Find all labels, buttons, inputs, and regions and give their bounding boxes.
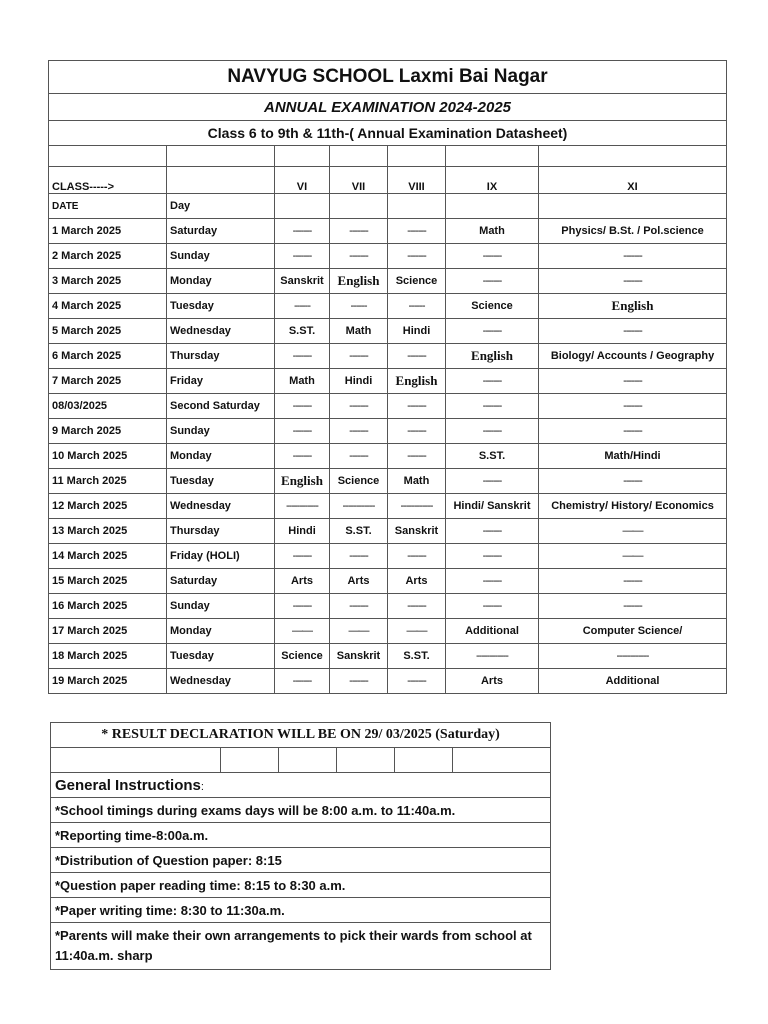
datasheet-subtitle: Class 6 to 9th & 11th-( Annual Examination Datasheet): [49, 121, 727, 146]
date-cell: 16 March 2025: [49, 594, 167, 619]
day-cell: Monday: [167, 269, 275, 294]
subject-ix-cell: ------------: [446, 644, 539, 669]
subject-xi-cell: -------: [539, 319, 727, 344]
instruction-item: *Reporting time-8:00a.m.: [51, 823, 551, 848]
subject-vi-cell: ——: [275, 619, 330, 644]
date-cell: 9 March 2025: [49, 419, 167, 444]
date-cell: 14 March 2025: [49, 544, 167, 569]
subject-xi-cell: ——: [539, 544, 727, 569]
date-cell: 2 March 2025: [49, 244, 167, 269]
subject-viii-cell: -------: [388, 244, 446, 269]
date-cell: 4 March 2025: [49, 294, 167, 319]
subject-viii-cell: -------: [388, 594, 446, 619]
subject-vii-cell: Arts: [330, 569, 388, 594]
subject-vi-cell: S.ST.: [275, 319, 330, 344]
subject-xi-cell: -------: [539, 469, 727, 494]
schedule-row: [49, 619, 727, 644]
date-cell: 6 March 2025: [49, 344, 167, 369]
subject-ix-cell: -------: [446, 544, 539, 569]
schedule-row: [49, 319, 727, 344]
day-cell: Tuesday: [167, 294, 275, 319]
school-name: NAVYUG SCHOOL Laxmi Bai Nagar: [49, 61, 727, 94]
class-header-vi: VI: [275, 167, 330, 194]
subject-vii-cell: -------: [330, 669, 388, 694]
schedule-row: [49, 519, 727, 544]
subject-vii-cell: -------: [330, 244, 388, 269]
date-label: DATE: [49, 194, 167, 219]
subject-ix-cell: -------: [446, 319, 539, 344]
schedule-row: [49, 444, 727, 469]
subject-xi-cell: ——: [539, 519, 727, 544]
subject-xi-cell: -------: [539, 594, 727, 619]
day-cell: Saturday: [167, 219, 275, 244]
subject-ix-cell: -------: [446, 369, 539, 394]
subject-vi-cell: -------: [275, 669, 330, 694]
subject-viii-cell: -------: [388, 544, 446, 569]
subject-xi-cell: -------: [539, 369, 727, 394]
subject-vii-cell: -------: [330, 544, 388, 569]
subject-xi-cell: -------: [539, 269, 727, 294]
subject-ix-cell: Math: [446, 219, 539, 244]
subject-ix-cell: -------: [446, 244, 539, 269]
subject-vii-cell: ------------: [330, 494, 388, 519]
date-cell: 18 March 2025: [49, 644, 167, 669]
date-cell: 08/03/2025: [49, 394, 167, 419]
subject-vi-cell: Sanskrit: [275, 269, 330, 294]
subject-viii-cell: -------: [388, 219, 446, 244]
schedule-row: [49, 394, 727, 419]
subject-viii-cell: Arts: [388, 569, 446, 594]
subject-viii-cell: ------: [388, 294, 446, 319]
subject-viii-cell: Math: [388, 469, 446, 494]
subject-vi-cell: -------: [275, 344, 330, 369]
subject-ix-cell: -------: [446, 519, 539, 544]
result-declaration: * RESULT DECLARATION WILL BE ON 29/ 03/2025 (Saturday): [51, 723, 551, 748]
subject-vi-cell: Math: [275, 369, 330, 394]
subject-vi-cell: Science: [275, 644, 330, 669]
subject-viii-cell: -------: [388, 444, 446, 469]
subject-viii-cell: English: [388, 369, 446, 394]
date-cell: 10 March 2025: [49, 444, 167, 469]
subject-ix-cell: -------: [446, 594, 539, 619]
subject-ix-cell: S.ST.: [446, 444, 539, 469]
day-label: Day: [167, 194, 275, 219]
subject-viii-cell: ——: [388, 619, 446, 644]
schedule-row: [49, 269, 727, 294]
day-cell: Wednesday: [167, 494, 275, 519]
instruction-item: *Paper writing time: 8:30 to 11:30a.m.: [51, 898, 551, 923]
day-cell: Second Saturday: [167, 394, 275, 419]
subject-ix-cell: -------: [446, 569, 539, 594]
subject-viii-cell: S.ST.: [388, 644, 446, 669]
subject-ix-cell: Arts: [446, 669, 539, 694]
subject-vi-cell: English: [275, 469, 330, 494]
subject-xi-cell: Math/Hindi: [539, 444, 727, 469]
subject-vii-cell: -------: [330, 419, 388, 444]
day-cell: Monday: [167, 444, 275, 469]
subject-xi-cell: -------: [539, 244, 727, 269]
date-cell: 5 March 2025: [49, 319, 167, 344]
subject-ix-cell: Additional: [446, 619, 539, 644]
day-cell: Saturday: [167, 569, 275, 594]
schedule-row: [49, 494, 727, 519]
subject-vii-cell: ——: [330, 619, 388, 644]
subject-viii-cell: -------: [388, 394, 446, 419]
subject-vi-cell: ------------: [275, 494, 330, 519]
schedule-row: [49, 669, 727, 694]
subject-xi-cell: -------: [539, 394, 727, 419]
subject-vii-cell: -------: [330, 344, 388, 369]
subject-vii-cell: -------: [330, 394, 388, 419]
subject-ix-cell: -------: [446, 269, 539, 294]
date-cell: 13 March 2025: [49, 519, 167, 544]
subject-vi-cell: -------: [275, 419, 330, 444]
subject-vi-cell: -------: [275, 544, 330, 569]
subject-viii-cell: Hindi: [388, 319, 446, 344]
class-header-xi: XI: [539, 167, 727, 194]
subject-viii-cell: -------: [388, 419, 446, 444]
subject-ix-cell: -------: [446, 469, 539, 494]
subject-ix-cell: English: [446, 344, 539, 369]
day-cell: Tuesday: [167, 644, 275, 669]
exam-title: ANNUAL EXAMINATION 2024-2025: [49, 94, 727, 121]
instruction-item: *Distribution of Question paper: 8:15: [51, 848, 551, 873]
subject-xi-cell: -------: [539, 419, 727, 444]
schedule-row: [49, 544, 727, 569]
day-cell: Thursday: [167, 344, 275, 369]
subject-vi-cell: -------: [275, 219, 330, 244]
subject-vi-cell: -------: [275, 394, 330, 419]
subject-xi-cell: ------------: [539, 644, 727, 669]
date-cell: 15 March 2025: [49, 569, 167, 594]
day-cell: Tuesday: [167, 469, 275, 494]
class-header-vii: VII: [330, 167, 388, 194]
day-cell: Sunday: [167, 244, 275, 269]
subject-vi-cell: -------: [275, 244, 330, 269]
exam-datasheet-table: [48, 60, 727, 694]
date-cell: 11 March 2025: [49, 469, 167, 494]
day-cell: Sunday: [167, 419, 275, 444]
instructions-table: [50, 722, 551, 970]
date-cell: 3 March 2025: [49, 269, 167, 294]
subject-vi-cell: -------: [275, 594, 330, 619]
date-cell: 1 March 2025: [49, 219, 167, 244]
subject-xi-cell: -------: [539, 569, 727, 594]
schedule-row: [49, 294, 727, 319]
instruction-item: *School timings during exams days will be 8:00 a.m. to 11:40a.m.: [51, 798, 551, 823]
subject-vii-cell: S.ST.: [330, 519, 388, 544]
subject-xi-cell: Chemistry/ History/ Economics: [539, 494, 727, 519]
subject-vi-cell: Hindi: [275, 519, 330, 544]
subject-ix-cell: Hindi/ Sanskrit: [446, 494, 539, 519]
subject-viii-cell: -------: [388, 344, 446, 369]
subject-viii-cell: ------------: [388, 494, 446, 519]
subject-vii-cell: -------: [330, 219, 388, 244]
day-cell: Wednesday: [167, 669, 275, 694]
class-label: CLASS----->: [49, 167, 167, 194]
schedule-row: [49, 244, 727, 269]
subject-vi-cell: Arts: [275, 569, 330, 594]
subject-xi-cell: English: [539, 294, 727, 319]
instruction-item: *Parents will make their own arrangements to pick their wards from school at 11:40a.m. sharp: [51, 923, 551, 970]
instruction-item: *Question paper reading time: 8:15 to 8:30 a.m.: [51, 873, 551, 898]
subject-viii-cell: -------: [388, 669, 446, 694]
general-instructions-heading: General Instructions:: [51, 773, 551, 798]
subject-vii-cell: -------: [330, 444, 388, 469]
day-cell: Wednesday: [167, 319, 275, 344]
schedule-row: [49, 469, 727, 494]
subject-xi-cell: Additional: [539, 669, 727, 694]
day-cell: Friday (HOLI): [167, 544, 275, 569]
day-cell: Thursday: [167, 519, 275, 544]
class-header-viii: VIII: [388, 167, 446, 194]
schedule-row: [49, 344, 727, 369]
schedule-row: [49, 594, 727, 619]
date-cell: 12 March 2025: [49, 494, 167, 519]
schedule-row: [49, 369, 727, 394]
subject-vii-cell: Hindi: [330, 369, 388, 394]
subject-vii-cell: ------: [330, 294, 388, 319]
subject-vi-cell: -------: [275, 444, 330, 469]
subject-vii-cell: Science: [330, 469, 388, 494]
subject-vii-cell: Sanskrit: [330, 644, 388, 669]
schedule-row: [49, 644, 727, 669]
subject-viii-cell: Science: [388, 269, 446, 294]
date-cell: 17 March 2025: [49, 619, 167, 644]
schedule-row: [49, 219, 727, 244]
subject-vii-cell: English: [330, 269, 388, 294]
date-cell: 19 March 2025: [49, 669, 167, 694]
subject-xi-cell: Physics/ B.St. / Pol.science: [539, 219, 727, 244]
day-cell: Monday: [167, 619, 275, 644]
subject-vi-cell: ------: [275, 294, 330, 319]
day-cell: Friday: [167, 369, 275, 394]
subject-ix-cell: -------: [446, 394, 539, 419]
subject-ix-cell: -------: [446, 419, 539, 444]
subject-viii-cell: Sanskrit: [388, 519, 446, 544]
class-header-ix: IX: [446, 167, 539, 194]
schedule-row: [49, 569, 727, 594]
subject-ix-cell: Science: [446, 294, 539, 319]
day-cell: Sunday: [167, 594, 275, 619]
subject-vii-cell: Math: [330, 319, 388, 344]
subject-xi-cell: Biology/ Accounts / Geography: [539, 344, 727, 369]
schedule-row: [49, 419, 727, 444]
subject-xi-cell: Computer Science/: [539, 619, 727, 644]
date-cell: 7 March 2025: [49, 369, 167, 394]
subject-vii-cell: -------: [330, 594, 388, 619]
